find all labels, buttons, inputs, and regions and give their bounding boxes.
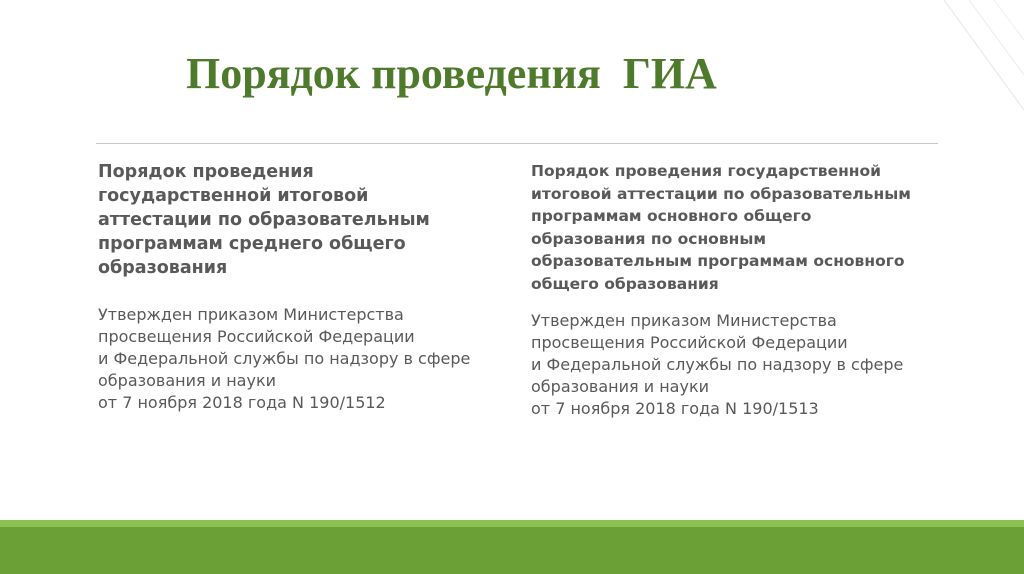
bottom-accent-stripe [0, 520, 1024, 527]
slide-title: Порядок проведения ГИА [186, 49, 717, 98]
right-column-approval: Утвержден приказом Министерства просвещения Российской Федерации и Федеральной службы по надзору в сфере образования и науки от 7 ноября 2018 года N 190/1513 [531, 310, 904, 418]
left-column [98, 160, 498, 414]
right-column-heading: Порядок проведения государственной итоговой аттестации по образовательным программам основного общего образования по основным образовательным программам основного общего образования [531, 162, 911, 293]
bottom-accent-bar [0, 527, 1024, 574]
left-column-heading: Порядок проведения государственной итоговой аттестации по образовательным программам среднего общего образования [98, 162, 430, 278]
title-divider [96, 143, 938, 144]
right-column [531, 160, 951, 420]
decorative-corner-lines [934, 0, 1024, 140]
left-column-approval: Утвержден приказом Министерства просвещения Российской Федерации и Федеральной службы по надзору в сфере образования и науки от 7 ноября 2018 года N 190/1512 [98, 305, 471, 412]
